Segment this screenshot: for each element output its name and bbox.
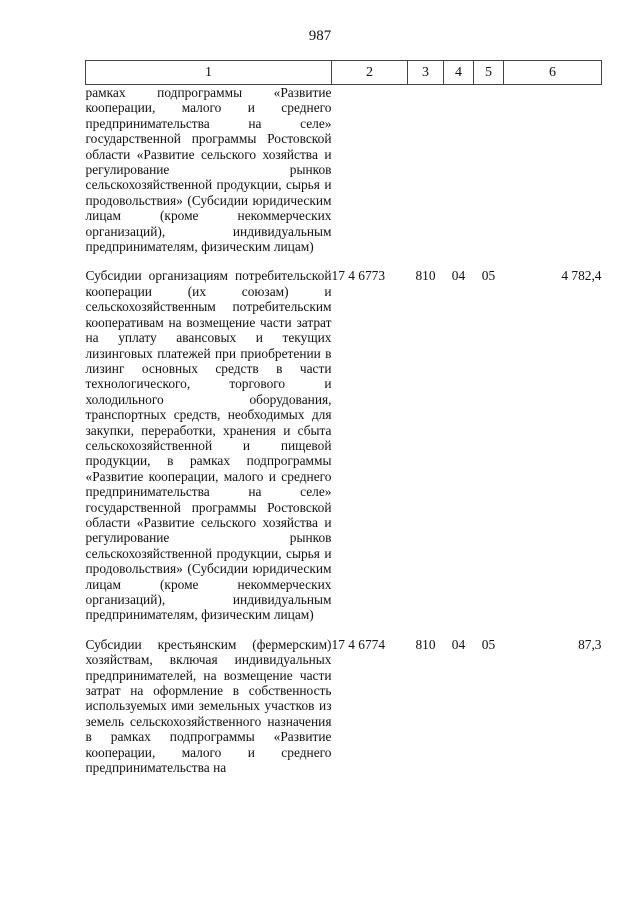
row-description: Субсидии крестьянским (фермерским) хозяйствам, включая индивидуальных предпринимателей, на возмещение части затрат на оформление в собственность используемых ими земельных участков из земель сельскохозяйственного назначения в рамках подпрограммы «Развитие кооперации, малого и среднего предпринимательства на: [85, 636, 332, 776]
row-target-article-code: 17 4 6773: [331, 268, 386, 284]
row-section-code: 04: [451, 268, 466, 284]
column-header: 5: [474, 61, 504, 85]
column-header: 2: [332, 61, 408, 85]
row-spacer: [86, 254, 602, 268]
row-amount: 4 782,4: [561, 268, 602, 284]
column-header: 3: [408, 61, 444, 85]
budget-table: [85, 60, 602, 775]
row-expense-type-code: 810: [415, 636, 436, 652]
row-subsection-code: 05: [481, 636, 496, 652]
row-expense-type-code: 810: [415, 268, 436, 284]
table-row: [86, 268, 602, 622]
row-target-article-code: [332, 85, 408, 255]
row-amount: [504, 85, 602, 255]
row-description: рамках подпрограммы «Развитие кооперации, малого и среднего предпринимательства на селе» государственной программы Ростовской области «Развитие сельского хозяйства и регулирование рынков сельскохозяйственной продукции, сырья и продовольствия» (Субсидии юридическим лицам (кроме некоммерческих организаций), индивидуальным предпринимателям, физическим лицам): [85, 85, 332, 255]
table-header-row: [86, 61, 602, 85]
row-spacer: [86, 623, 602, 637]
row-section-code: 04: [451, 636, 466, 652]
row-target-article-code: 17 4 6774: [331, 636, 386, 652]
table-row: [86, 637, 602, 776]
page-number: 987: [308, 28, 332, 44]
row-subsection-code: [474, 85, 504, 255]
column-header: 6: [504, 61, 602, 85]
row-expense-type-code: [408, 85, 444, 255]
row-description: Субсидии организациям потребительской кооперации (их союзам) и сельскохозяйственным потребительским кооперативам на возмещение части затрат на уплату авансовых и текущих лизинговых платежей при приобретении в лизинг основных средств в части технологического, торгового и холодильного оборудования, транспортных средств, необходимых для закупки, переработки, хранения и сбыта сельскохозяйственной и пищевой продукции, в рамках подпрограммы «Развитие кооперации, малого и среднего предпринимательства на селе» государственной программы Ростовской области «Развитие сельского хозяйства и регулирование рынков сельскохозяйственной продукции, сырья и продовольствия» (Субсидии юридическим лицам (кроме некоммерческих организаций), индивидуальным предпринимателям, физическим лицам): [85, 268, 332, 623]
table-row: [86, 85, 602, 255]
row-amount: 87,3: [578, 636, 602, 652]
row-subsection-code: 05: [481, 268, 496, 284]
column-header: 4: [444, 61, 474, 85]
row-section-code: [444, 85, 474, 255]
column-header: 1: [86, 61, 332, 85]
